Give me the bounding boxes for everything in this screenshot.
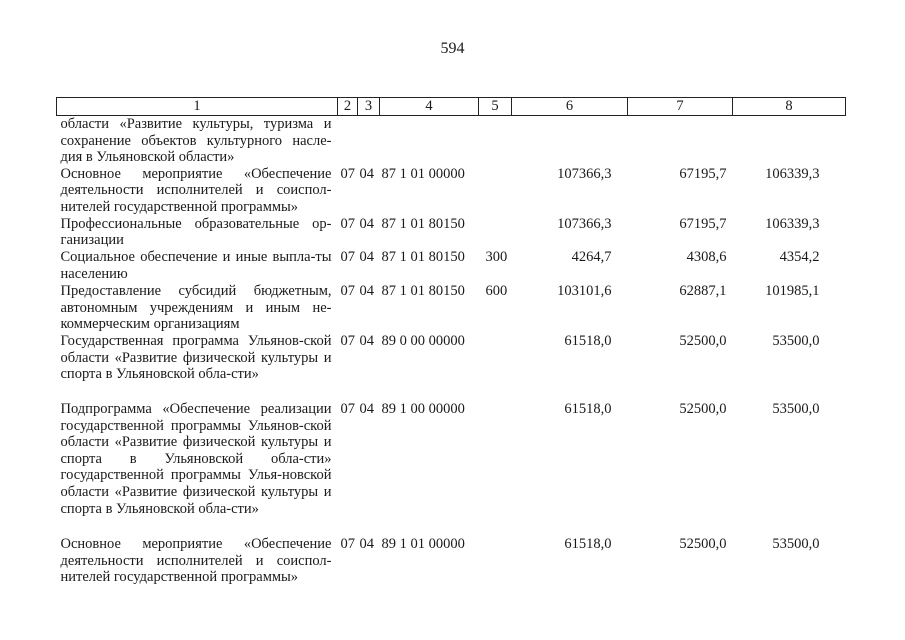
amount-col6: 103101,6: [557, 282, 612, 299]
row-name: Основное мероприятие «Обеспечение деятельности исполнителей и соиспол-нителей государственной программы»: [60, 535, 332, 586]
expense-type-code: 300: [485, 248, 508, 265]
expense-type-code: [479, 116, 512, 166]
amount-col6: 4264,7: [571, 248, 612, 265]
row-name: Предоставление субсидий бюджетным, автономным учреждениям и иным не-коммерческим организациям: [60, 282, 332, 333]
amount-col7: 62887,1: [679, 282, 727, 299]
amount-col7: 52500,0: [679, 332, 727, 349]
subsection-code: 04: [359, 165, 374, 182]
table-row: [57, 216, 846, 249]
column-header: 2: [338, 98, 358, 116]
row-name: Социальное обеспечение и иные выпла-ты населению: [60, 248, 332, 282]
amount-col8: 106339,3: [765, 215, 820, 232]
amount-col7: 67195,7: [679, 215, 727, 232]
amount-col6: 107366,3: [557, 215, 612, 232]
target-article-code: [380, 116, 479, 166]
section-code: 07: [340, 282, 355, 299]
amount-col8: 101985,1: [765, 282, 820, 299]
subsection-code: 04: [359, 400, 374, 417]
row-name: Основное мероприятие «Обеспечение деятельности исполнителей и соиспол-нителей государственной программы»: [60, 165, 332, 215]
column-header-row: [57, 98, 846, 116]
row-name: области «Развитие культуры, туризма и сохранение объектов культурного насле-дия в Ульяновской области»: [60, 116, 332, 166]
column-header: 4: [380, 98, 479, 116]
amount-col6: 61518,0: [564, 535, 612, 552]
amount-col6: 61518,0: [564, 332, 612, 349]
row-name: Профессиональные образовательные ор-ганизации: [60, 215, 332, 249]
expense-type-code: [479, 401, 512, 536]
expense-type-code: [479, 166, 512, 216]
table-row: [57, 116, 846, 166]
amount-col7: 52500,0: [679, 535, 727, 552]
table-row: [57, 401, 846, 536]
amount-col8: 53500,0: [772, 332, 820, 349]
amount-col6: 61518,0: [564, 400, 612, 417]
section-code: 07: [340, 248, 355, 265]
amount-col7: 52500,0: [679, 400, 727, 417]
column-header: 5: [479, 98, 512, 116]
section-code: 07: [340, 400, 355, 417]
table-row: [57, 283, 846, 333]
target-article-code: 87 1 01 00000: [381, 165, 465, 182]
target-article-code: 89 1 00 00000: [381, 400, 465, 417]
amount-col6: [512, 116, 628, 166]
row-name: Подпрограмма «Обеспечение реализации государственной программы Ульянов-ской области «Развитие физической культуры и спорта в Ульяновской обла-сти» государственной программы Улья-новской области «Развитие физической культуры и спорта в Ульяновской обла-сти»: [60, 400, 332, 517]
expense-type-code: 600: [485, 282, 508, 299]
subsection-code: 04: [359, 215, 374, 232]
target-article-code: 89 1 01 00000: [381, 535, 465, 552]
section-code: 07: [340, 165, 355, 182]
amount-col8: 53500,0: [772, 535, 820, 552]
expense-type-code: [479, 333, 512, 401]
column-header: 1: [57, 98, 338, 116]
amount-col7: 67195,7: [679, 165, 727, 182]
column-header: 8: [733, 98, 846, 116]
target-article-code: 87 1 01 80150: [381, 282, 465, 299]
amount-col8: 106339,3: [765, 165, 820, 182]
subsection-code: 04: [359, 248, 374, 265]
amount-col6: 107366,3: [557, 165, 612, 182]
amount-col8: 4354,2: [779, 248, 820, 265]
expense-type-code: [479, 216, 512, 249]
target-article-code: 89 0 00 00000: [381, 332, 465, 349]
section-code: 07: [340, 215, 355, 232]
subsection-code: 04: [359, 332, 374, 349]
expense-type-code: [479, 536, 512, 596]
section-code: [338, 116, 358, 166]
column-header: 7: [628, 98, 733, 116]
amount-col8: 53500,0: [772, 400, 820, 417]
table-row: [57, 536, 846, 596]
target-article-code: 87 1 01 80150: [381, 248, 465, 265]
amount-col8: [733, 116, 846, 166]
page-number: 594: [440, 40, 465, 57]
row-name: Государственная программа Ульянов-ской области «Развитие физической культуры и спорта в Ульяновской обла-сти»: [60, 332, 332, 383]
subsection-code: [358, 116, 380, 166]
section-code: 07: [340, 332, 355, 349]
amount-col7: [628, 116, 733, 166]
column-header: 6: [512, 98, 628, 116]
section-code: 07: [340, 535, 355, 552]
table-row: [57, 166, 846, 216]
subsection-code: 04: [359, 282, 374, 299]
table-row: [57, 249, 846, 283]
subsection-code: 04: [359, 535, 374, 552]
target-article-code: 87 1 01 80150: [381, 215, 465, 232]
column-header: 3: [358, 98, 380, 116]
budget-table: [56, 97, 846, 596]
table-row: [57, 333, 846, 401]
amount-col7: 4308,6: [686, 248, 727, 265]
